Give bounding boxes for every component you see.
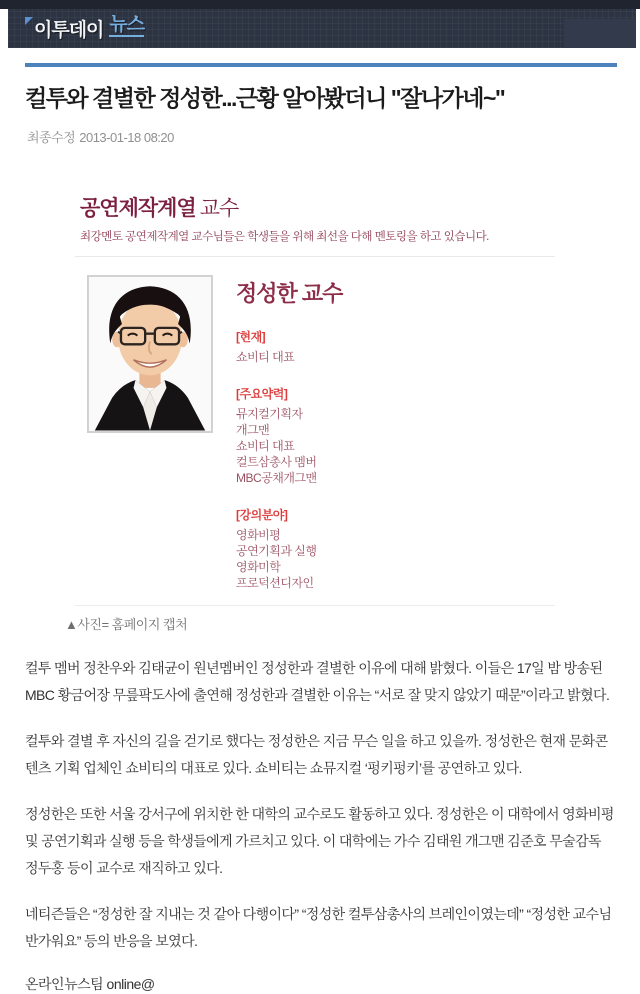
card-bottom-divider	[75, 605, 555, 606]
article-body	[25, 655, 615, 955]
profile-card-image	[55, 172, 560, 606]
profile-item: 쇼비티 대표	[236, 349, 295, 364]
card-title-bold: 공연제작계열	[80, 196, 196, 220]
article-paragraph: 네티즌들은 “정성한 잘 지내는 것 같아 다행이다” “정성한 컬투삼총사의 브레인이였는데” “정성한 교수님 반가워요” 등의 반응을 보였다.	[25, 905, 612, 949]
section-items-lectures	[236, 527, 342, 591]
title-divider-rule	[25, 63, 617, 67]
byline: 온라인뉴스팀 online@	[25, 975, 155, 992]
article-modified-date	[27, 127, 615, 146]
profile-item: 공연기획과 실행	[236, 543, 317, 558]
card-divider	[75, 256, 555, 257]
site-navbar	[8, 9, 636, 48]
site-logo[interactable]	[25, 15, 144, 42]
profile-info	[236, 275, 342, 591]
card-subtitle: 최강멘토 공연제작계열 교수님들은 학생들을 위해 최선을 다해 멘토링을 하고 있습니다.	[80, 230, 489, 243]
section-items-career	[236, 406, 342, 486]
section-items-current	[236, 349, 342, 365]
navbar-plain-segment	[564, 19, 636, 48]
article-paragraph: 컬투와 결별 후 자신의 길을 걷기로 했다는 정성한은 지금 무슨 일을 하고 있을까. 정성한은 현재 문화콘텐츠 기획 업체인 쇼비티의 대표로 있다. 쇼비티는 쇼뮤지컬 ‘펑키펑키’를 공연하고 있다.	[25, 732, 608, 776]
profile-item: 뮤지컬기획자	[236, 406, 303, 421]
section-label-career: [주요약력]	[236, 386, 288, 401]
profile-item: MBC공채개그맨	[236, 470, 317, 485]
article-paragraph: 컬투 멤버 정찬우와 김태균이 원년멤버인 정성한과 결별한 이유에 대해 밝혔다. 이들은 17일 밤 방송된 MBC 황금어장 무릎팍도사에 출연해 정성한과 결별한 이유는 “서로 잘 맞지 않았기 때문”이라고 밝혔다.	[25, 659, 610, 703]
profile-item: 쇼비티 대표	[236, 438, 295, 453]
logo-main-text: 이투데이	[34, 20, 104, 41]
top-strip	[0, 0, 640, 9]
profile-item: 영화미학	[236, 559, 281, 574]
professor-name: 정성한 교수	[236, 280, 343, 306]
profile-section-current	[236, 328, 342, 365]
photo-caption: ▲사진= 홈페이지 캡처	[65, 616, 188, 632]
profile-item: 개그맨	[236, 422, 270, 437]
section-label-current: [현재]	[236, 329, 266, 344]
profile-item: 프로덕션디자인	[236, 575, 314, 590]
article-paragraph: 정성한은 또한 서울 강서구에 위치한 한 대학의 교수로도 활동하고 있다. 정성한은 이 대학에서 영화비평 및 공연기획과 실행 등을 학생들에게 가르치고 있다. 이 대학에는 가수 김태원 개그맨 김준호 무술감독 정두홍 등이 교수로 재직하고 있다.	[25, 805, 614, 876]
profile-item: 영화비평	[236, 527, 281, 542]
section-label-lectures: [강의분야]	[236, 507, 288, 522]
professor-portrait-illustration	[89, 277, 211, 431]
article-title: 컬투와 결별한 정성한...근황 알아봤더니 "잘나가네~"	[25, 85, 505, 111]
modified-datetime: 2013-01-18 08:20	[79, 129, 174, 145]
profile-row	[80, 275, 560, 591]
profile-section-career	[236, 385, 342, 486]
modified-label: 최종수정	[27, 129, 76, 145]
professor-photo	[87, 275, 213, 433]
logo-quote-icon	[25, 17, 33, 25]
logo-sub-text: 뉴스	[109, 14, 145, 35]
card-title	[80, 192, 560, 222]
profile-item: 컬트삼총사 멤버	[236, 454, 317, 469]
profile-section-lectures	[236, 506, 342, 591]
card-title-rest: 교수	[199, 196, 239, 220]
